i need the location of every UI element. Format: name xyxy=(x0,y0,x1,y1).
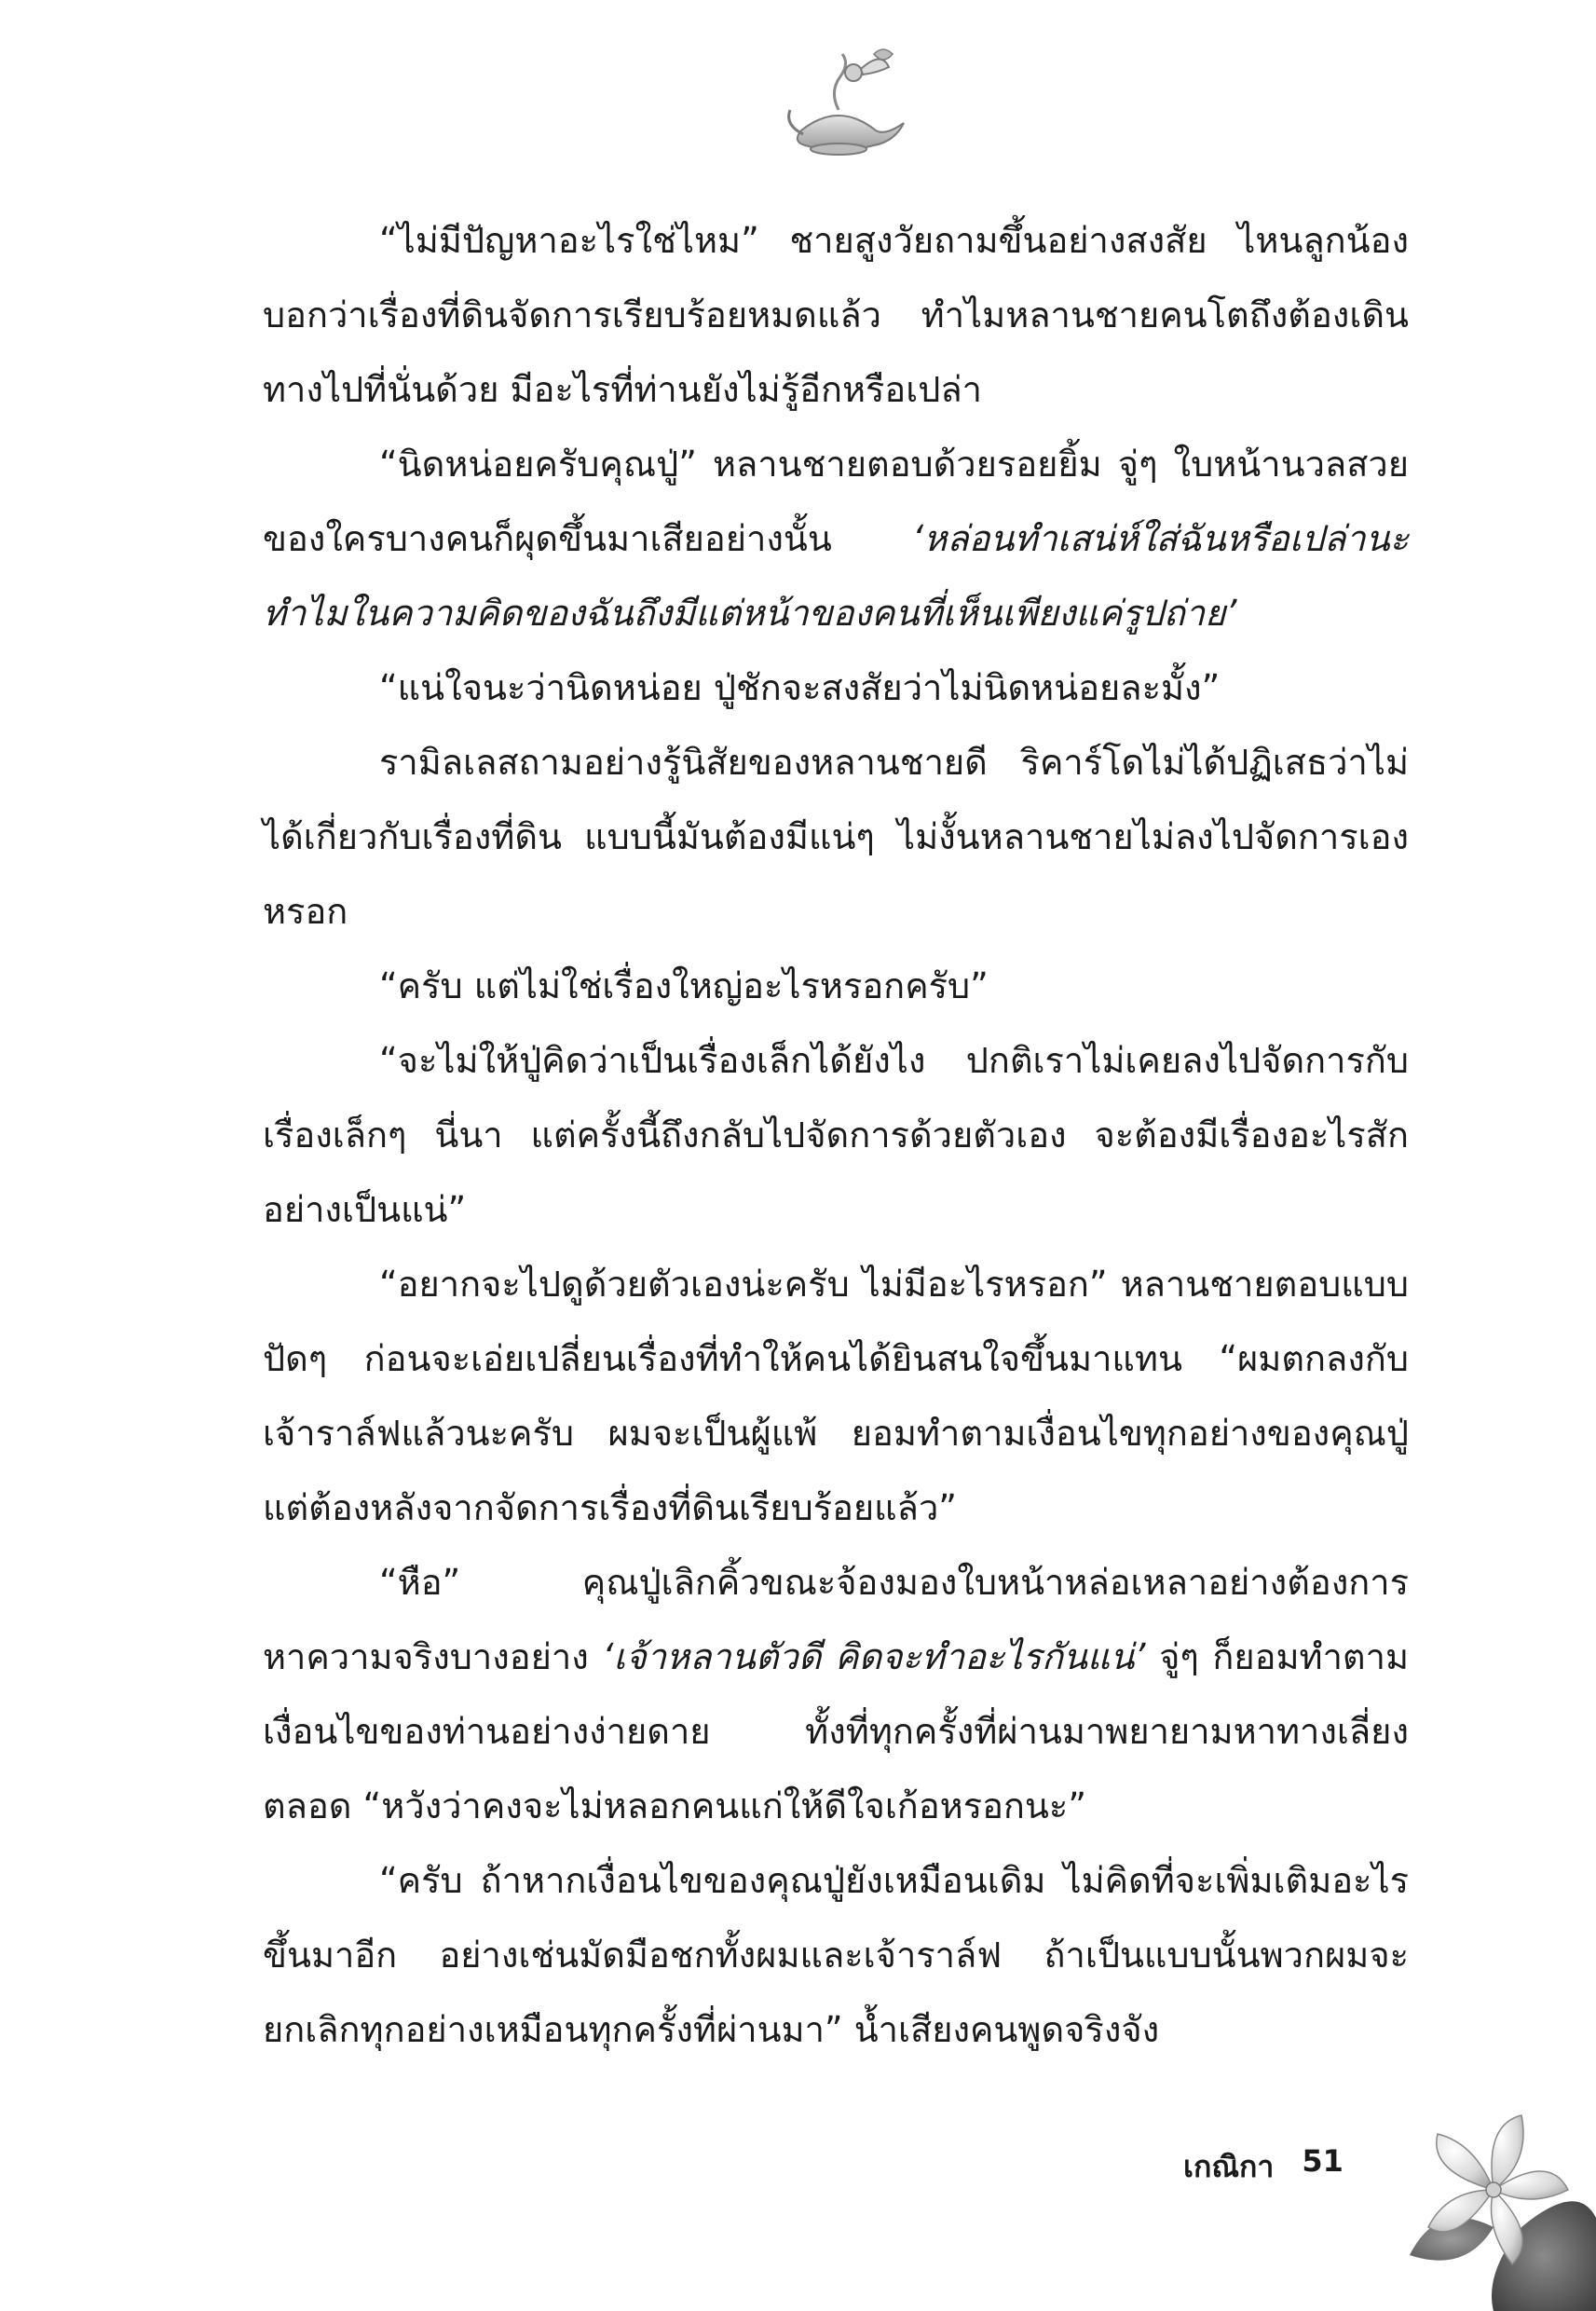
paragraph xyxy=(263,1247,1409,1545)
paragraph xyxy=(263,949,1409,1023)
paragraph xyxy=(263,203,1409,427)
paragraph xyxy=(263,725,1409,949)
paragraph xyxy=(263,427,1409,650)
paragraph xyxy=(263,1023,1409,1247)
page-number: 51 xyxy=(1302,2143,1344,2179)
paragraph-text: “ครับ ถ้าหากเงื่อนไขของคุณปู่ยังเหมือนเดิม ไม่คิดที่จะเพิ่มเติมอะไรขึ้นมาอีก อย่างเช่นมัดมือชกทั้งผมและเจ้าราล์ฟ ถ้าเป็นแบบนั้นพวกผมจะยกเลิกทุกอย่างเหมือนทุกครั้งที่ผ่านมา” น้ำเสียงคนพูดจริงจัง xyxy=(263,1860,1409,2050)
paragraph-text: “จะไม่ให้ปู่คิดว่าเป็นเรื่องเล็กได้ยังไง ปกติเราไม่เคยลงไปจัดการกับเรื่องเล็กๆ นี่นา แต่ครั้งนี้ถึงกลับไปจัดการด้วยตัวเอง จะต้องมีเรื่องอะไรสักอย่างเป็นแน่” xyxy=(263,1040,1409,1230)
frangipani-flower-icon xyxy=(1382,2087,1596,2311)
paragraph-text: “แน่ใจนะว่านิดหน่อย ปู่ชักจะสงสัยว่าไม่นิดหน่อยละมั้ง” xyxy=(379,667,1221,708)
page-footer xyxy=(1183,2143,1344,2191)
magic-lamp-cupid-icon xyxy=(764,45,913,166)
paragraph-text: “ครับ แต่ไม่ใช่เรื่องใหญ่อะไรหรอกครับ” xyxy=(379,965,989,1006)
paragraph-text: “ไม่มีปัญหาอะไรใช่ไหม” ชายสูงวัยถามขึ้นอย่างสงสัย ไหนลูกน้องบอกว่าเรื่องที่ดินจัดการเรียบร้อยหมดแล้ว ทำไมหลานชายคนโตถึงต้องเดินทางไปที่นั่นด้วย มีอะไรที่ท่านยังไม่รู้อีกหรือเปล่า xyxy=(263,220,1409,410)
paragraph xyxy=(263,1843,1409,2067)
paragraph-text: จู่ๆ ก็ยอมทำตามเงื่อนไขของท่านอย่างง่ายดาย ทั้งที่ทุกครั้งที่ผ่านมาพยายามหาทางเลี่ยงตลอด “หวังว่าคงจะไม่หลอกคนแก่ให้ดีใจเก้อหรอกนะ” xyxy=(263,1636,1409,1826)
italic-thought-text: ‘เจ้าหลานตัวดี คิดจะทำอะไรกันแน่’ xyxy=(602,1636,1146,1677)
book-title: เกณิกา xyxy=(1183,2149,1275,2184)
paragraph-text: “นิดหน่อยครับคุณปู่” หลานชายตอบด้วยรอยยิ้ม จู่ๆ ใบหน้านวลสวยของใครบางคนก็ผุดขึ้นมาเสียอย่างนั้น xyxy=(263,444,1409,559)
paragraph-text: “หือ” คุณปู่เลิกคิ้วขณะจ้องมองใบหน้าหล่อเหลาอย่างต้องการหาความจริงบางอย่าง xyxy=(263,1562,1409,1677)
paragraph-text: รามิลเลสถามอย่างรู้นิสัยของหลานชายดี ริคาร์โดไม่ได้ปฏิเสธว่าไม่ได้เกี่ยวกับเรื่องที่ดิน แบบนี้มันต้องมีแน่ๆ ไม่งั้นหลานชายไม่ลงไปจัดการเองหรอก xyxy=(263,742,1409,932)
page-body xyxy=(263,203,1409,2067)
paragraph xyxy=(263,650,1409,725)
paragraph xyxy=(263,1545,1409,1843)
italic-thought-text: ‘หล่อนทำเสน่ห์ใส่ฉันหรือเปล่านะ ทำไมในความคิดของฉันถึงมีแต่หน้าของคนที่เห็นเพียงแค่รูปถ่าย’ xyxy=(263,518,1409,634)
paragraph-text: “อยากจะไปดูด้วยตัวเองน่ะครับ ไม่มีอะไรหรอก” หลานชายตอบแบบปัดๆ ก่อนจะเอ่ยเปลี่ยนเรื่องที่ทำให้คนได้ยินสนใจขึ้นมาแทน “ผมตกลงกับเจ้าราล์ฟแล้วนะครับ ผมจะเป็นผู้แพ้ ยอมทำตามเงื่อนไขทุกอย่างของคุณปู่ แต่ต้องหลังจากจัดการเรื่องที่ดินเรียบร้อยแล้ว” xyxy=(263,1264,1409,1528)
